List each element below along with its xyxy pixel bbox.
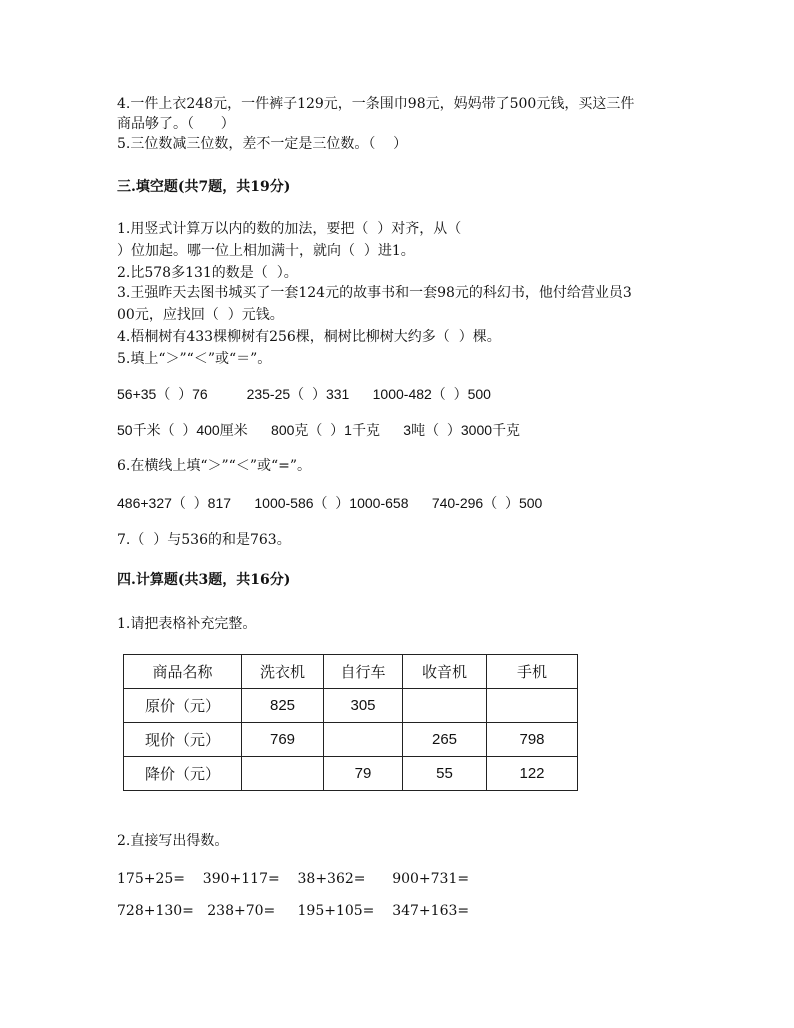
table-cell: 79 [324,757,403,791]
price-table [123,654,578,791]
question-3-5-row2: 50千米（ ）400厘米 800克（ ）1千克 3吨（ ）3000千克 [117,422,521,438]
question-3-6-row: 486+327（ ）817 1000-586（ ）1000-658 740-296（ ）500 [117,495,543,511]
table-header-cell: 商品名称 [124,655,242,689]
calc-row-1: 175+25= 390+117= 38+362= 900+731= [117,871,470,887]
table-cell: 265 [403,723,487,757]
calc-row-2: 728+130= 238+70= 195+105= 347+163= [117,903,470,919]
question-3-5-row1: 56+35（ ）76 235-25（ ）331 1000-482（ ）500 [117,386,491,402]
question-3-1-line2: ）位加起。哪一位上相加满十，就向（ ）进1。 [117,243,415,259]
question-2-5: 5.三位数减三位数，差不一定是三位数。（ ） [117,136,408,152]
table-header-row [124,655,578,689]
section-4-heading: 四.计算题(共3题，共16分) [117,572,291,588]
question-4-2: 2.直接写出得数。 [117,833,229,849]
table-cell: 798 [487,723,578,757]
table-cell: 769 [242,723,324,757]
question-3-5: 5.填上“＞”“＜”或“＝”。 [117,351,272,367]
section-3-heading: 三.填空题(共7题，共19分) [117,179,291,195]
question-4-1: 1.请把表格补充完整。 [117,616,257,632]
table-header-cell: 洗衣机 [242,655,324,689]
table-cell: 降价（元） [124,757,242,791]
table-cell: 122 [487,757,578,791]
table-cell: 现价（元） [124,723,242,757]
table-cell: 原价（元） [124,689,242,723]
table-cell [403,689,487,723]
table-row [124,723,578,757]
question-3-1-line1: 1.用竖式计算万以内的数的加法，要把（ ）对齐，从（ [117,221,462,237]
question-3-7: 7.（ ）与536的和是763。 [117,532,291,548]
question-2-4-line1: 4.一件上衣248元，一件裤子129元，一条围巾98元，妈妈带了500元钱，买这三件 [117,96,635,112]
question-3-6: 6.在横线上填“＞”“＜”或“=”。 [117,458,312,474]
table-cell [324,723,403,757]
question-3-3-line1: 3.王强昨天去图书城买了一套124元的故事书和一套98元的科幻书，他付给营业员3 [117,285,632,301]
table-cell: 825 [242,689,324,723]
table-cell [242,757,324,791]
table-cell [487,689,578,723]
table-row [124,689,578,723]
table-header-cell: 收音机 [403,655,487,689]
question-2-4-line2: 商品够了。（ ） [117,116,235,132]
question-3-4: 4.梧桐树有433棵柳树有256棵，桐树比柳树大约多（ ）棵。 [117,329,501,345]
table-cell: 55 [403,757,487,791]
table-header-cell: 自行车 [324,655,403,689]
table-cell: 305 [324,689,403,723]
question-3-2: 2.比578多131的数是（ ）。 [117,265,298,281]
question-3-3-line2: 00元，应找回（ ）元钱。 [117,307,284,323]
table-header-cell: 手机 [487,655,578,689]
table-row [124,757,578,791]
